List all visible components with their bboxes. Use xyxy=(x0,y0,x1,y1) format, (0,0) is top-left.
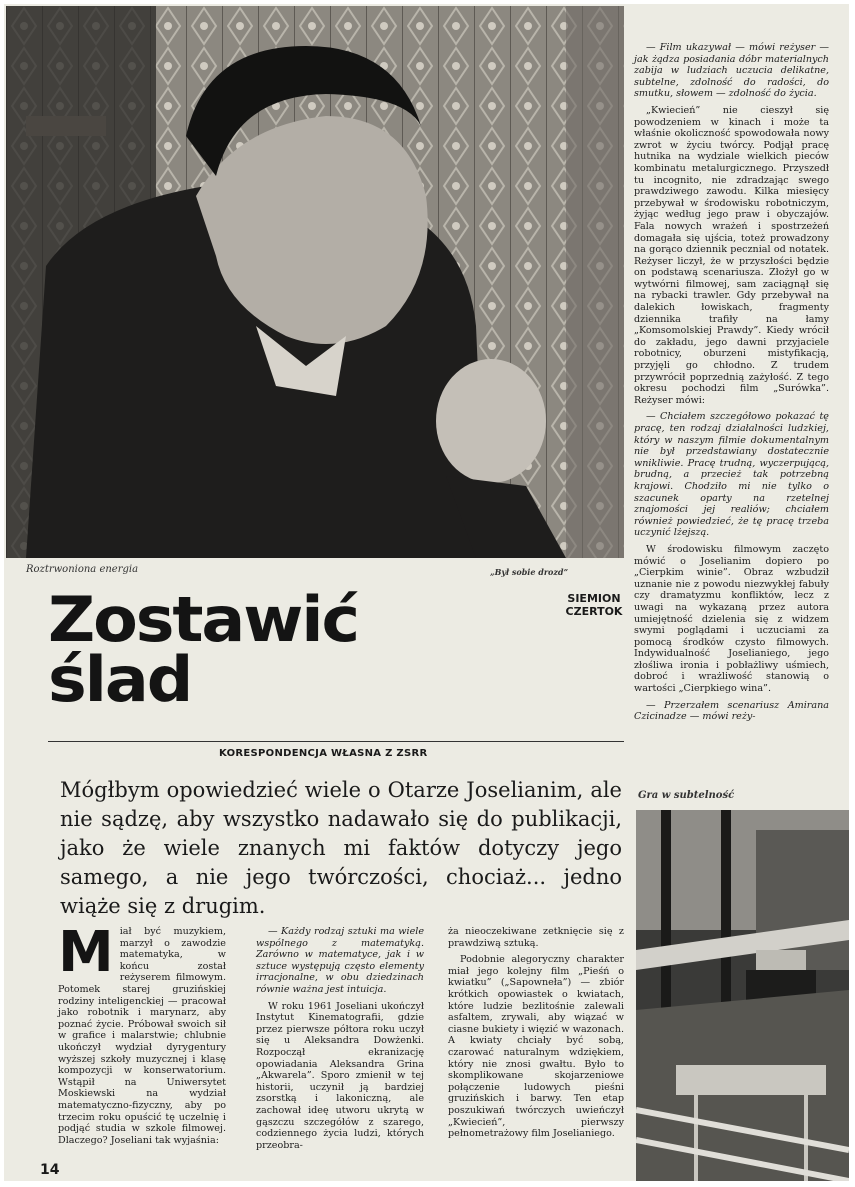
photo-caption-right: „Był sobie drozd” xyxy=(490,567,569,577)
headline-line-2: ślad xyxy=(48,643,192,716)
right-text-column xyxy=(634,42,829,728)
page-number: 14 xyxy=(40,1162,60,1178)
lead-paragraph: Mógłbym opowiedzieć wiele o Otarze Joselianim, ale nie sądzę, aby wszystko nadawało się do publikacji, jako że wiele znanych mi faktów dotyczy jego samego, a nie jego twórczości, chociaż... jedno wiąże się z drugim. xyxy=(60,778,622,918)
body-column-3 xyxy=(448,926,624,1145)
body-paragraph-1 xyxy=(58,920,226,1146)
magazine-page xyxy=(4,4,849,1181)
author-first-name: SIEMION xyxy=(567,592,621,605)
body-paragraph-2: W roku 1961 Joseliani ukończył Instytut Kinematografii, gdzie przez pierwsze półtora roku uczył się u Aleksandra Dowżenki. Rozpoczął ekranizację opowiadania Aleksandra Grina „Akwarela”. Sporo zmienił w tej historii, uczynił ją bardziej zsorstką i lakoniczną, ale zachował ideę utworu ukrytą w gąszczu szczegółów z szarego, codziennego życia ludzi, których przeobra- xyxy=(256,1000,424,1151)
body-paragraph-1-text: iał być muzykiem, marzył o zawodzie matematyka, w końcu został reżyserem filmowym. Potomek starej gruzińskiej rodziny inteligenckiej — pracował jako robotnik i marynarz, aby poznać życie. Próbował swoich sił w grafice i malarstwie; chlubnie ukończył wydział dyrygentury wyższej szkoły muzycznej i klasę kompozycji w konserwatorium. Wstąpił na Uniwersytet Moskiewski na wydział matematyczno-fizyczny, aby po trzecim roku opuścić tę uczelnię i podjąć studia w szkole filmowej. Dlaczego? Joseliani tak wyjaśnia: xyxy=(58,926,226,1146)
section-divider xyxy=(48,741,624,742)
right-col-paragraph-2: „Kwiecień” nie cieszył się powodzeniem w kinach i może ta właśnie okoliczność spowodowała nowy zwrot w życiu twórcy. Podjął pracę hutnika na wydziale wielkich pieców kombinatu metalurgicznego. Przyszedł tu incognito, nie zdradzając swego prawdziwego zawodu. Kilka miesięcy przebywał w środowisku robotniczym, żyjąc według jego praw i obyczajów. Fala nowych wrażeń i spostrzeżeń domagała się ujścia, toteż prowadzony na gorąco dziennik pecznial od notatek. Reżyser liczył, że w przyszłości będzie on podstawą scenariusza. Złożył go w wytwórni filmowej, sam zaciągnął się na rybacki trawler. Gdy przebywał na dalekich łowiskach, fragmenty dziennika trafiły na łamy „Komsomolskiej Prawdy”. Kiedy wrócił do zakładu, jego dawni przyjaciele robotnicy, oburzeni mistyfikacją, przyjęli go chłodno. Z trudem przywrócił poprzednią zażyłość. Z tego okresu pochodzi film „Surówka”. Reżyser mówi: xyxy=(634,104,829,406)
body-column-2 xyxy=(256,926,424,1156)
body-paragraph-3: ża nieoczekiwane zetknięcie się z prawdziwą sztuką. xyxy=(448,926,624,949)
right-col-paragraph-4: W środowisku filmowym zaczęto mówić o Joselianim dopiero po „Cierpkim winie”. Obraz wzbudził uznanie nie z powodu niezwykłej fabuły czy dramatyzmu konfliktów, lecz z uwagi na wykazaną przez autora umiejętność dzielenia się z widzem swymi poglądami i uczuciami za pomocą środków czysto filmowych. Indywidualność Joselianiego, jego złośliwa ironia i pobłażliwy uśmiech, dobroć i wrażliwość stanowią o wartości „Cierpkiego wina”. xyxy=(634,543,829,695)
right-col-paragraph-3: — Chciałem szczegółowo pokazać tę pracę, ten rodzaj działalności ludzkiej, który w naszym filmie dokumentalnym nie był przedstawiany dostatecznie wnikliwie. Pracę trudną, wyczerpującą, brudną, a przecież tak potrzebną krajowi. Chodziło mi nie tylko o szacunek oparty na rzetelnej znajomości jej realiów; chciałem również powiedzieć, że tę pracę trzeba uczynić lżejszą. xyxy=(634,411,829,539)
main-photo xyxy=(6,6,624,558)
small-photo-illustration xyxy=(636,810,849,1181)
small-photo-caption: Gra w subtelność xyxy=(638,790,735,801)
headline-line-1: Zostawić xyxy=(48,583,358,656)
article-headline xyxy=(48,583,478,716)
small-photo xyxy=(636,810,849,1181)
body-column-1 xyxy=(58,920,226,1151)
correspondence-label: KORESPONDENCJA WŁASNA Z ZSRR xyxy=(219,748,428,759)
photo-caption-left: Roztrwoniona energia xyxy=(26,564,139,575)
right-col-paragraph-5: — Przerzałem scenariusz Amirana Czicinadze — mówi reży- xyxy=(634,699,829,723)
author-byline xyxy=(564,592,624,618)
author-last-name: CZERTOK xyxy=(565,605,623,618)
main-photo-illustration xyxy=(6,6,624,558)
body-quote-1: — Każdy rodzaj sztuki ma wiele wspólnego z matematyką. Zarówno w matematyce, jak i w sztuce występują często elementy irracjonalne, w obu dziedzinach równie ważna jest intuicja. xyxy=(256,926,424,995)
body-paragraph-4: Podobnie alegoryczny charakter miał jego kolejny film „Pieśń o kwiatku” („Sapowneła”) — zbiór krótkich opowiastek o kwiatach, które ludzie bezlitośnie zalewali asfaltem, zrywali, aby wiązać w ciasne bukiety i więzić w wazonach. A kwiaty chciały być sobą, czarować naturalnym wdziękiem, który nie znosi gwałtu. Było to skomplikowane skojarzeniowe połączenie ludowych pieśni gruzińskich i barwy. Ten etap poszukiwań twórczych uwieńczył „Kwiecień”, pierwszy pełnometrażowy film Joselianiego. xyxy=(448,954,624,1140)
drop-cap: M xyxy=(58,920,114,985)
right-col-paragraph-1: — Film ukazywał — mówi reżyser — jak żądza posiadania dóbr materialnych zabija w ludziach uczucia delikatne, subtelne, zdolność do radości, do smutku, słowem — zdolność do życia. xyxy=(634,42,829,100)
